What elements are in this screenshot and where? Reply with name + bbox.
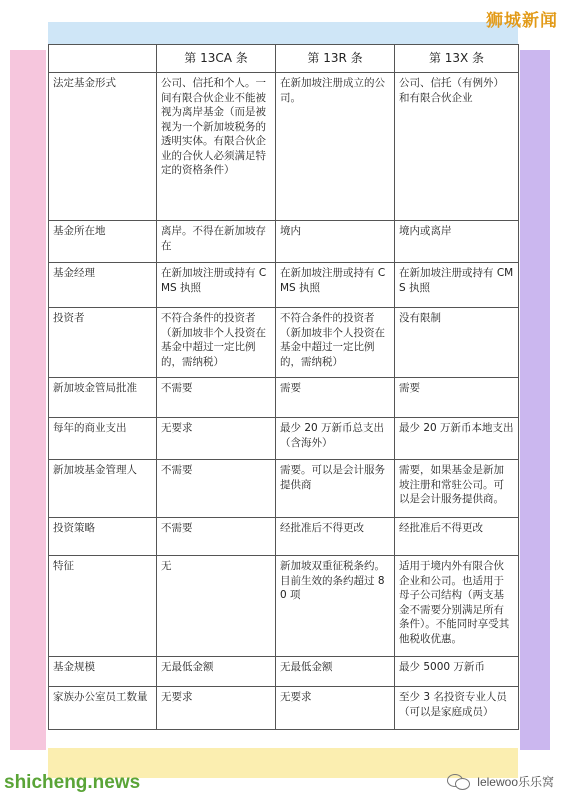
cell-13r: 在新加坡注册或持有 CMS 执照 [276,263,395,308]
header-row [49,45,519,73]
table-row [49,518,519,556]
table-row [49,378,519,418]
cell-13ca: 无要求 [157,418,276,460]
row-label: 基金经理 [49,263,157,308]
table-row [49,460,519,518]
cell-13x: 经批准后不得更改 [395,518,519,556]
cell-13ca: 不需要 [157,460,276,518]
cell-13x: 没有限制 [395,308,519,378]
row-label: 投资策略 [49,518,157,556]
wechat-account-label: lelewoo乐乐窝 [477,774,554,789]
brand-watermark: 狮城新闻 [486,11,558,31]
cell-13r: 无要求 [276,687,395,730]
wechat-icon [447,772,471,790]
cell-13r: 经批准后不得更改 [276,518,395,556]
cell-13x: 需要 [395,378,519,418]
row-label: 家族办公室员工数量 [49,687,157,730]
cell-13r: 境内 [276,221,395,263]
cell-13r: 最少 20 万新币总支出（含海外） [276,418,395,460]
table-row [49,263,519,308]
cell-13ca: 离岸。不得在新加坡存在 [157,221,276,263]
left-color-band [10,50,46,750]
cell-13x: 需要，如果基金是新加坡注册和常驻公司。可以是会计服务提供商。 [395,460,519,518]
cell-13ca: 无 [157,556,276,657]
cell-13r: 新加坡双重征税条约。目前生效的条约超过 80 项 [276,556,395,657]
site-watermark: shicheng.news [4,772,141,793]
cell-13x: 公司、信托（有例外）和有限合伙企业 [395,73,519,221]
cell-13r: 不符合条件的投资者（新加坡非个人投资在基金中超过一定比例的，需纳税） [276,308,395,378]
row-label: 特征 [49,556,157,657]
cell-13x: 最少 5000 万新币 [395,657,519,687]
cell-13ca: 不符合条件的投资者（新加坡非个人投资在基金中超过一定比例的，需纳税） [157,308,276,378]
table-row [49,308,519,378]
table-row [49,418,519,460]
cell-13x: 适用于境内外有限合伙企业和公司。也适用于母子公司结构（两支基金不需要分别满足所有条件）。不能同时享受其他税收优惠。 [395,556,519,657]
cell-13ca: 无要求 [157,687,276,730]
row-label: 投资者 [49,308,157,378]
header-13ca: 第 13CA 条 [157,45,276,73]
header-cell-empty [49,45,157,73]
cell-13ca: 在新加坡注册或持有 CMS 执照 [157,263,276,308]
row-label: 基金规模 [49,657,157,687]
fund-scheme-comparison-table [48,44,519,730]
cell-13ca: 公司、信托和个人。一间有限合伙企业不能被视为离岸基金（而是被视为一个新加坡税务的透明实体。有限合伙企业的合伙人必须满足特定的资格条件） [157,73,276,221]
row-label: 新加坡基金管理人 [49,460,157,518]
table-row [49,687,519,730]
wechat-watermark [447,772,554,790]
cell-13x: 至少 3 名投资专业人员（可以是家庭成员） [395,687,519,730]
cell-13r: 无最低金额 [276,657,395,687]
table-row [49,657,519,687]
cell-13x: 在新加坡注册或持有 CMS 执照 [395,263,519,308]
row-label: 基金所在地 [49,221,157,263]
table-row [49,73,519,221]
header-13r: 第 13R 条 [276,45,395,73]
right-color-band [520,50,550,750]
cell-13ca: 无最低金额 [157,657,276,687]
cell-13ca: 不需要 [157,518,276,556]
table-row [49,221,519,263]
cell-13r: 需要 [276,378,395,418]
row-label: 法定基金形式 [49,73,157,221]
cell-13r: 在新加坡注册成立的公司。 [276,73,395,221]
cell-13x: 最少 20 万新币本地支出 [395,418,519,460]
table-row [49,556,519,657]
cell-13ca: 不需要 [157,378,276,418]
cell-13r: 需要。可以是会计服务提供商 [276,460,395,518]
cell-13x: 境内或离岸 [395,221,519,263]
row-label: 新加坡金管局批准 [49,378,157,418]
header-13x: 第 13X 条 [395,45,519,73]
row-label: 每年的商业支出 [49,418,157,460]
